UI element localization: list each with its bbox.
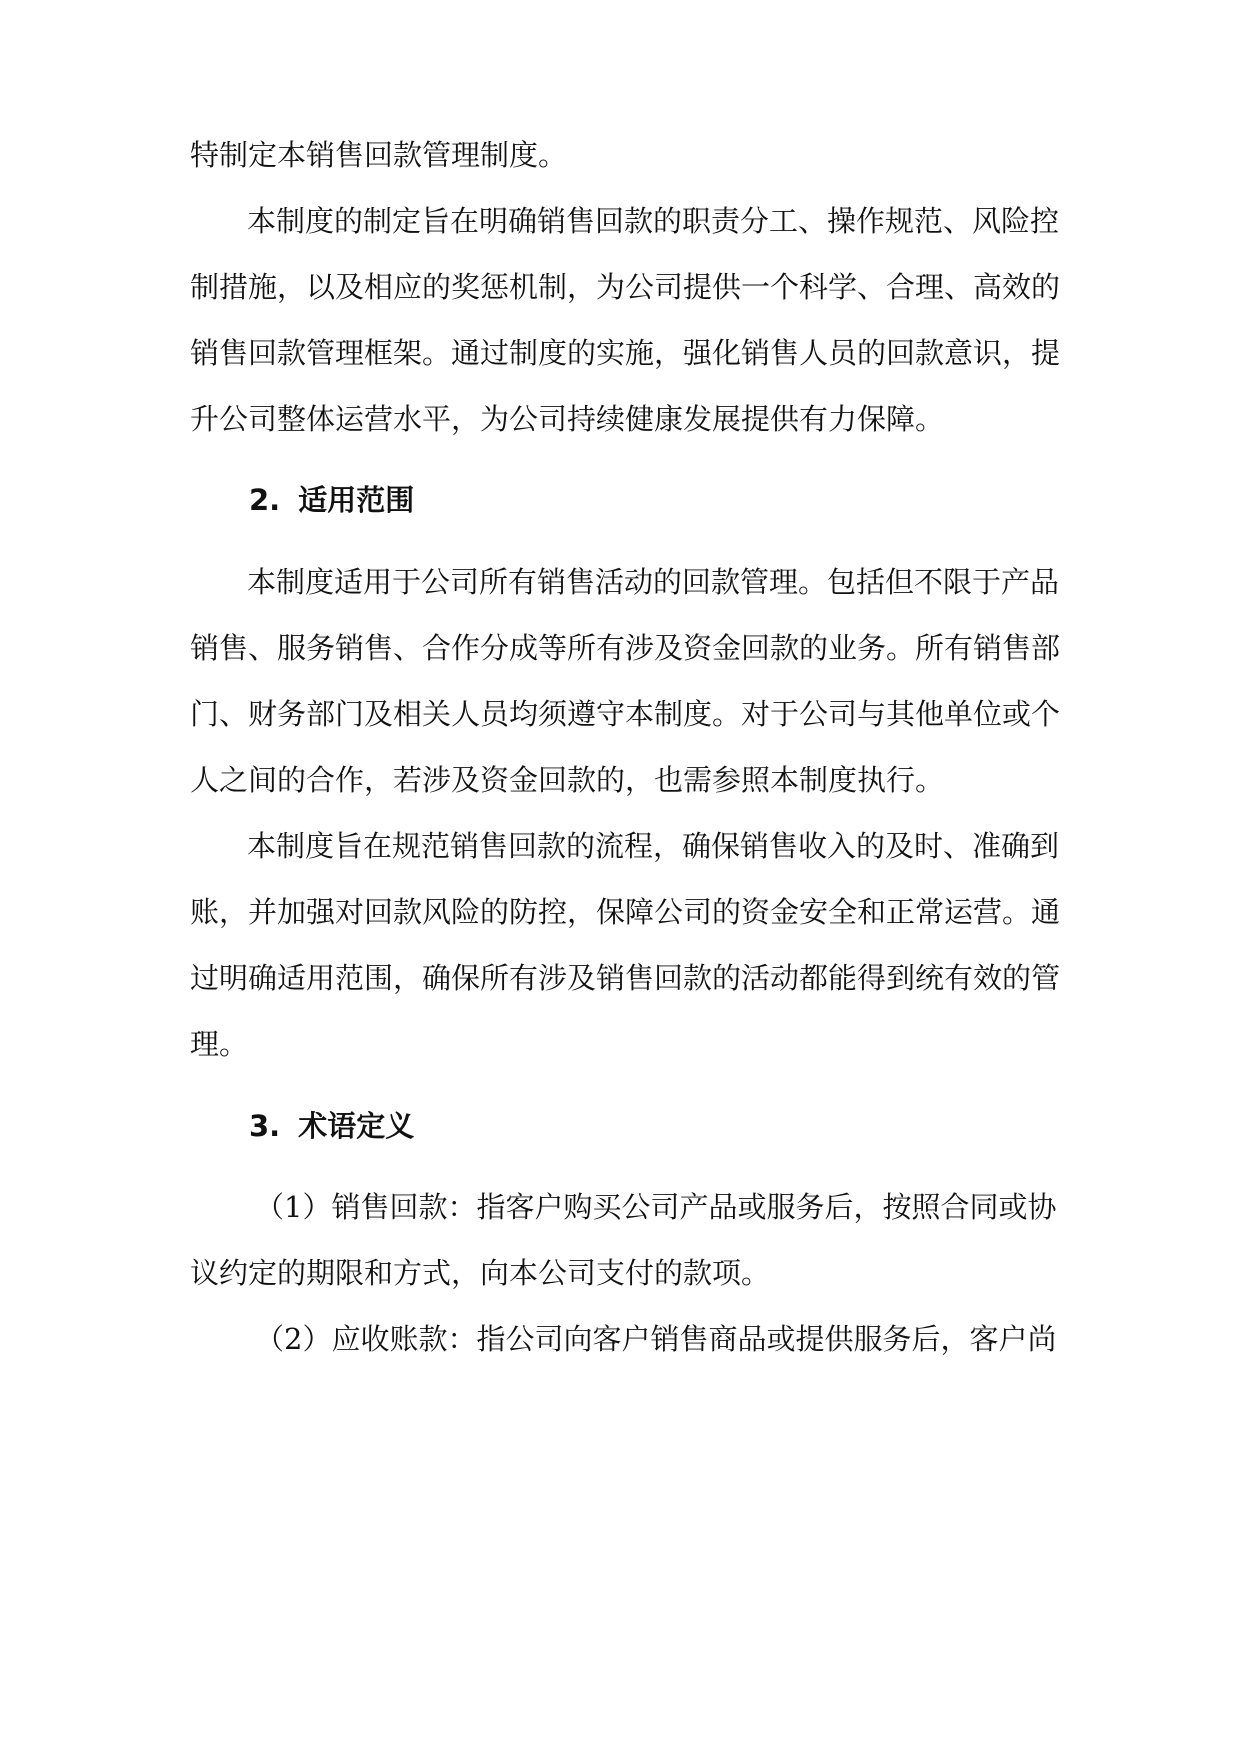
paragraph-line: 升公司整体运营水平，为公司持续健康发展提供有力保障。	[190, 402, 945, 436]
section-title: 适用范围	[298, 483, 415, 517]
section-heading	[0, 480, 1241, 520]
section-heading	[0, 1106, 1241, 1146]
paragraph-line: 销售、服务销售、合作分成等所有涉及资金回款的业务。所有销售部	[190, 631, 1061, 665]
paragraph-line: （1）销售回款：指客户购买公司产品或服务后，按照合同或协	[255, 1190, 1057, 1224]
paragraph-line: 门、财务部门及相关人员均须遵守本制度。对于公司与其他单位或个	[190, 697, 1061, 731]
paragraph-line: 本制度适用于公司所有销售活动的回款管理。包括但不限于产品	[247, 565, 1060, 599]
paragraph-line: 过明确适用范围，确保所有涉及销售回款的活动都能得到统有效的管	[190, 961, 1061, 995]
paragraph-line: 理。	[190, 1027, 249, 1061]
paragraph-line: （2）应收账款：指公司向客户销售商品或提供服务后，客户尚	[255, 1322, 1057, 1356]
section-number: 2.	[249, 483, 281, 517]
paragraph-line: 本制度旨在规范销售回款的流程，确保销售收入的及时、准确到	[247, 829, 1060, 863]
section-title: 术语定义	[298, 1109, 415, 1143]
paragraph-line: 账，并加强对回款风险的防控，保障公司的资金安全和正常运营。通	[190, 895, 1061, 929]
section-number: 3.	[249, 1109, 281, 1143]
paragraph-line: 本制度的制定旨在明确销售回款的职责分工、操作规范、风险控	[247, 204, 1060, 238]
paragraph-line: 制措施，以及相应的奖惩机制，为公司提供一个科学、合理、高效的	[190, 270, 1061, 304]
paragraph-line: 议约定的期限和方式，向本公司支付的款项。	[190, 1256, 771, 1290]
paragraph-line: 销售回款管理框架。通过制度的实施，强化销售人员的回款意识，提	[190, 336, 1061, 370]
paragraph-line: 人之间的合作，若涉及资金回款的，也需参照本制度执行。	[190, 763, 945, 797]
paragraph-line: 特制定本销售回款管理制度。	[190, 138, 568, 172]
